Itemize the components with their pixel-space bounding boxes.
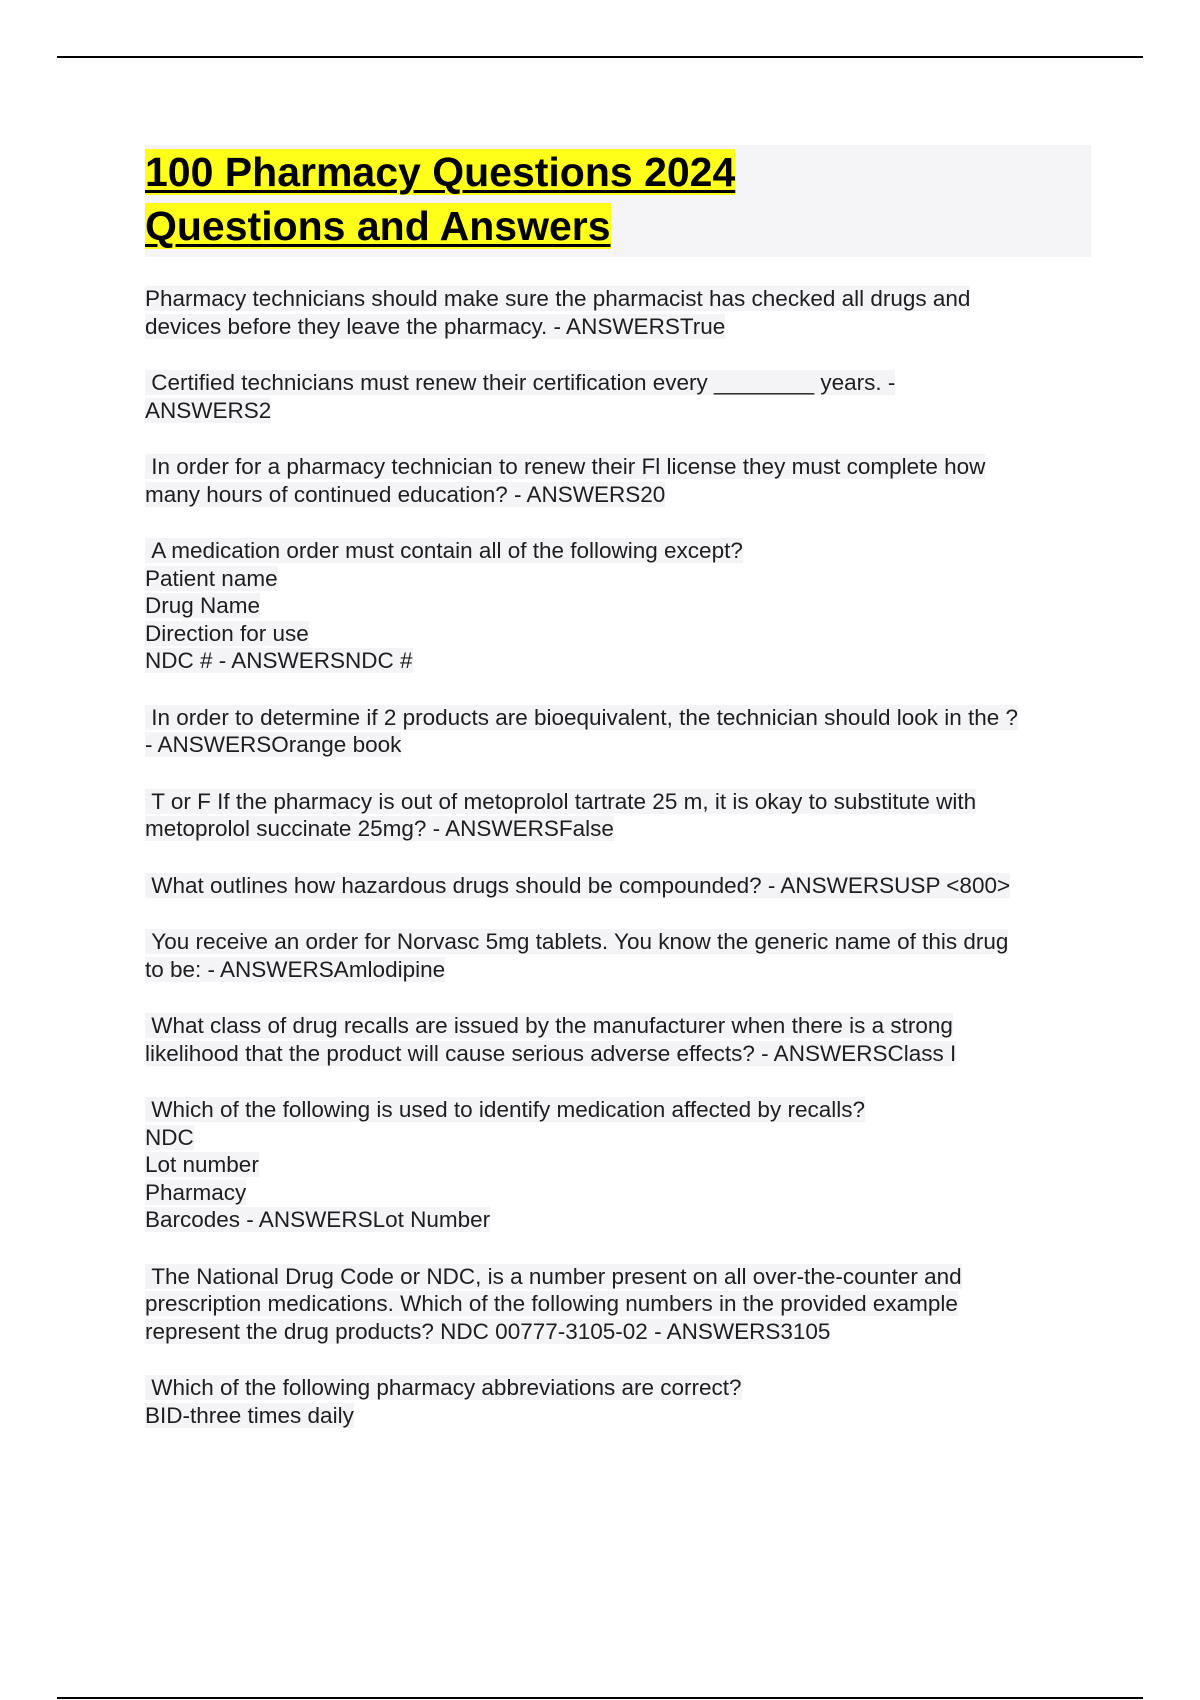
qa-line-text: In order to determine if 2 products are bioequivalent, the technician should look in the ? bbox=[145, 704, 1019, 730]
document-title-block bbox=[145, 145, 1091, 257]
qa-line bbox=[145, 1290, 1093, 1318]
qa-line-text: Drug Name bbox=[145, 593, 261, 618]
qa-line-text: In order for a pharmacy technician to renew their Fl license they must complete how bbox=[145, 454, 986, 479]
qa-item bbox=[145, 537, 1093, 675]
qa-item bbox=[145, 285, 1093, 340]
qa-line-text: devices before they leave the pharmacy. - ANSWERSTrue bbox=[145, 313, 726, 339]
qa-line bbox=[145, 369, 1093, 397]
qa-line-text: A medication order must contain all of the following except? bbox=[145, 538, 743, 563]
qa-line bbox=[145, 928, 1093, 956]
qa-line-text: What outlines how hazardous drugs should be compounded? - ANSWERSUSP <800> bbox=[145, 872, 1011, 898]
qa-list bbox=[145, 285, 1093, 1429]
title-line-2: Questions and Answers bbox=[145, 203, 611, 249]
qa-line-text: The National Drug Code or NDC, is a number present on all over-the-counter and bbox=[145, 1263, 962, 1289]
qa-line bbox=[145, 481, 1093, 509]
qa-line bbox=[145, 313, 1093, 341]
qa-line bbox=[145, 565, 1093, 593]
qa-line-text: - ANSWERSOrange book bbox=[145, 732, 402, 757]
qa-line bbox=[145, 537, 1093, 565]
qa-line bbox=[145, 1096, 1093, 1124]
qa-line-text: BID-three times daily bbox=[145, 1402, 354, 1428]
qa-line-text: NDC bbox=[145, 1124, 194, 1150]
qa-line-text: represent the drug products? NDC 00777-3105-02 - ANSWERS3105 bbox=[145, 1318, 831, 1344]
qa-line bbox=[145, 1040, 1093, 1068]
qa-line bbox=[145, 704, 1093, 732]
qa-line-text: Pharmacy bbox=[145, 1179, 247, 1205]
qa-item bbox=[145, 1012, 1093, 1067]
qa-line bbox=[145, 453, 1093, 481]
qa-line bbox=[145, 397, 1093, 425]
qa-line bbox=[145, 1206, 1093, 1234]
qa-line-text: Which of the following pharmacy abbreviations are correct? bbox=[145, 1375, 742, 1400]
qa-item bbox=[145, 928, 1093, 983]
qa-line bbox=[145, 1151, 1093, 1179]
qa-item bbox=[145, 1263, 1093, 1346]
qa-line-text: Barcodes - ANSWERSLot Number bbox=[145, 1207, 491, 1232]
qa-line bbox=[145, 592, 1093, 620]
qa-line bbox=[145, 285, 1093, 313]
qa-item bbox=[145, 872, 1093, 900]
qa-line-text: many hours of continued education? - ANSWERS20 bbox=[145, 481, 666, 507]
qa-line bbox=[145, 1263, 1093, 1291]
qa-line-text: metoprolol succinate 25mg? - ANSWERSFalse bbox=[145, 816, 614, 841]
qa-item bbox=[145, 1374, 1093, 1429]
qa-line-text: T or F If the pharmacy is out of metoprolol tartrate 25 m, it is okay to substitute with bbox=[145, 788, 977, 814]
qa-line-text: likelihood that the product will cause serious adverse effects? - ANSWERSClass I bbox=[145, 1040, 957, 1066]
qa-line bbox=[145, 1318, 1093, 1346]
qa-line-text: What class of drug recalls are issued by the manufacturer when there is a strong bbox=[145, 1013, 953, 1038]
qa-line-text: to be: - ANSWERSAmlodipine bbox=[145, 956, 446, 982]
qa-line-text: Patient name bbox=[145, 565, 278, 591]
qa-line bbox=[145, 620, 1093, 648]
qa-line-text: ANSWERS2 bbox=[145, 397, 272, 423]
qa-line bbox=[145, 872, 1093, 900]
qa-line bbox=[145, 1179, 1093, 1207]
qa-line bbox=[145, 731, 1093, 759]
document-title bbox=[145, 145, 1091, 253]
qa-line bbox=[145, 1374, 1093, 1402]
qa-line bbox=[145, 788, 1093, 816]
qa-item bbox=[145, 704, 1093, 759]
qa-line bbox=[145, 1402, 1093, 1430]
qa-line bbox=[145, 647, 1093, 675]
header-rule bbox=[57, 56, 1143, 58]
qa-item bbox=[145, 788, 1093, 843]
footer-rule bbox=[57, 1697, 1143, 1699]
qa-line-text: NDC # - ANSWERSNDC # bbox=[145, 648, 413, 673]
title-line-1: 100 Pharmacy Questions 2024 bbox=[145, 149, 736, 195]
qa-line-text: Lot number bbox=[145, 1152, 259, 1177]
qa-line bbox=[145, 815, 1093, 843]
qa-item bbox=[145, 1096, 1093, 1234]
qa-line-text: prescription medications. Which of the following numbers in the provided example bbox=[145, 1291, 958, 1316]
qa-line-text: Which of the following is used to identify medication affected by recalls? bbox=[145, 1097, 865, 1122]
qa-line bbox=[145, 1124, 1093, 1152]
qa-item bbox=[145, 453, 1093, 508]
qa-line-text: Pharmacy technicians should make sure the pharmacist has checked all drugs and bbox=[145, 286, 971, 311]
qa-line-text: Direction for use bbox=[145, 620, 309, 646]
qa-line-text: Certified technicians must renew their certification every ________ years. - bbox=[145, 370, 896, 395]
qa-line-text: You receive an order for Norvasc 5mg tablets. You know the generic name of this drug bbox=[145, 929, 1009, 954]
document-body bbox=[145, 145, 1093, 1458]
qa-line bbox=[145, 1012, 1093, 1040]
qa-item bbox=[145, 369, 1093, 424]
qa-line bbox=[145, 956, 1093, 984]
